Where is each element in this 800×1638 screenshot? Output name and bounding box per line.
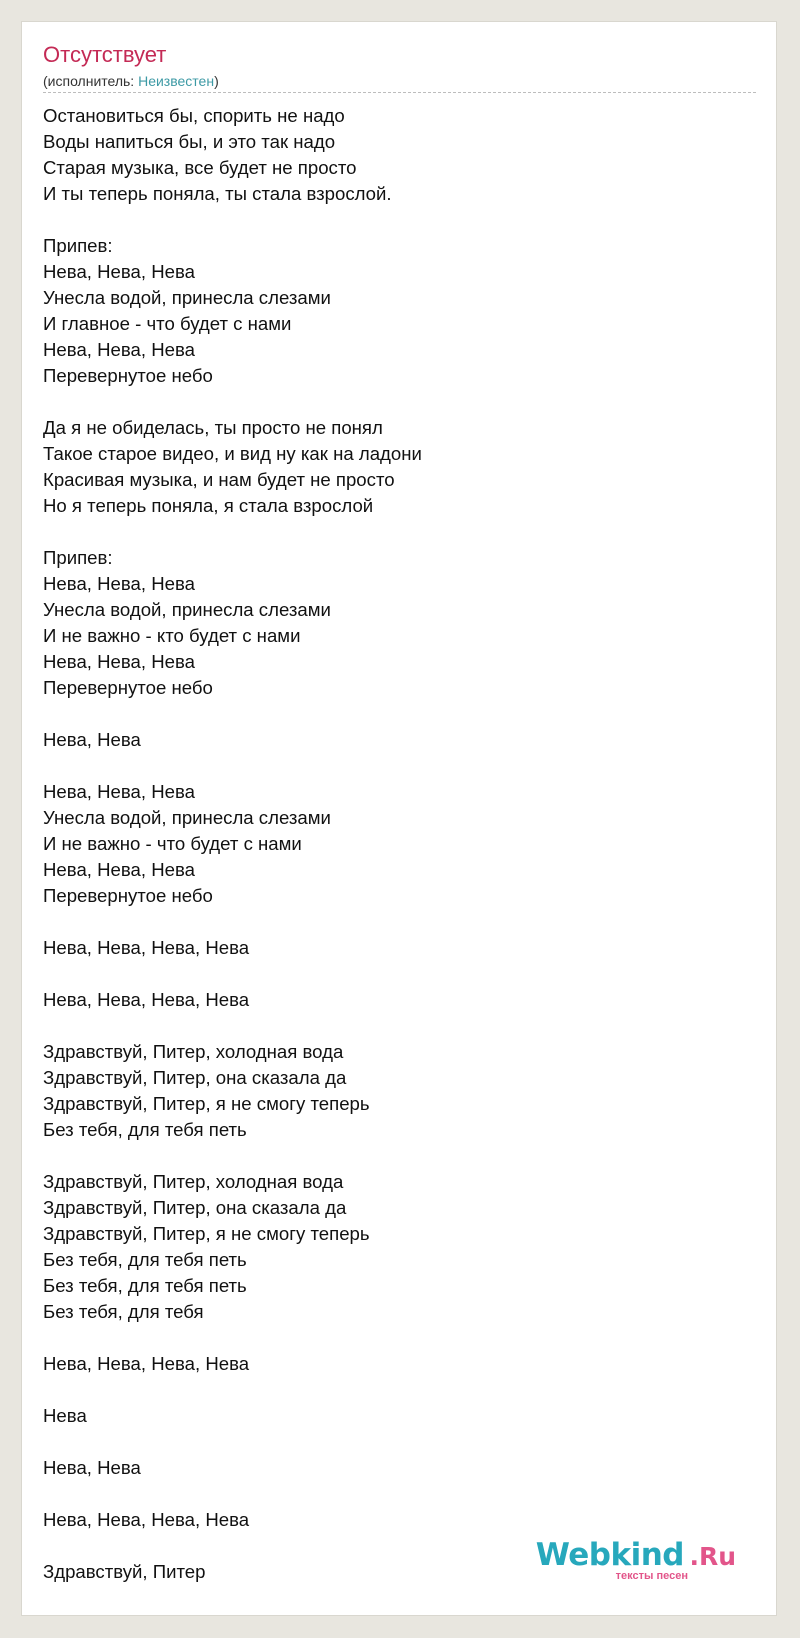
artist-link[interactable]: Неизвестен [138, 73, 215, 89]
lyric-line [43, 701, 743, 727]
lyric-line: Здравствуй, Питер, она сказала да [43, 1067, 347, 1088]
lyric-line: И не важно - кто будет с нами [43, 625, 301, 646]
song-title: Отсутствует [43, 42, 167, 67]
lyric-line: Нева, Нева, Нева, Нева [43, 1509, 250, 1530]
lyric-line: Унесла водой, принесла слезами [43, 807, 331, 828]
lyric-line: Нева, Нева, Нева [43, 859, 196, 880]
lyric-line: Здравствуй, Питер, я не смогу теперь [43, 1093, 370, 1114]
lyric-line: Но я теперь поняла, я стала взрослой [43, 495, 374, 516]
lyric-line: Унесла водой, принесла слезами [43, 599, 331, 620]
lyric-line: Припев: [43, 235, 113, 256]
lyric-line [43, 389, 743, 415]
lyric-line: Нева, Нева [43, 1457, 141, 1478]
lyric-line [43, 1377, 743, 1403]
lyric-line [43, 961, 743, 987]
title-divider [43, 92, 756, 93]
lyric-line: Такое старое видео, и вид ну как на ладони [43, 443, 422, 464]
lyric-line [43, 753, 743, 779]
lyric-line: Нева, Нева, Нева [43, 781, 196, 802]
lyric-line: И не важно - что будет с нами [43, 833, 302, 854]
lyric-line: Остановиться бы, спорить не надо [43, 105, 345, 126]
lyric-line: И главное - что будет с нами [43, 313, 292, 334]
artist-prefix: (исполнитель: [43, 73, 139, 89]
lyric-line [43, 1429, 743, 1455]
lyric-line: Нева, Нева, Нева, Нева [43, 1353, 250, 1374]
lyric-line: Без тебя, для тебя [43, 1301, 204, 1322]
lyric-line: Здравствуй, Питер, холодная вода [43, 1171, 344, 1192]
lyric-line: Воды напиться бы, и это так надо [43, 131, 336, 152]
lyric-line: Да я не обиделась, ты просто не понял [43, 417, 383, 438]
lyric-line [43, 1325, 743, 1351]
lyric-line: Здравствуй, Питер, я не смогу теперь [43, 1223, 370, 1244]
lyric-line: Нева, Нева, Нева [43, 573, 196, 594]
lyric-line: Здравствуй, Питер, она сказала да [43, 1197, 347, 1218]
site-logo[interactable] [535, 1537, 736, 1582]
lyric-line: Красивая музыка, и нам будет не просто [43, 469, 395, 490]
lyric-line: Без тебя, для тебя петь [43, 1275, 247, 1296]
logo-wordmark: Webkind [535, 1537, 684, 1573]
lyric-line: Без тебя, для тебя петь [43, 1249, 247, 1270]
lyric-line: Нева [43, 1405, 87, 1426]
lyric-line [43, 1481, 743, 1507]
lyric-line: И ты теперь поняла, ты стала взрослой. [43, 183, 392, 204]
lyric-line: Нева, Нева, Нева, Нева [43, 937, 250, 958]
lyric-line [43, 1143, 743, 1169]
lyric-line: Унесла водой, принесла слезами [43, 287, 331, 308]
lyric-line: Нева, Нева, Нева [43, 339, 196, 360]
logo-domain: .Ru [689, 1542, 736, 1571]
lyric-line: Перевернутое небо [43, 677, 213, 698]
lyric-line: Перевернутое небо [43, 885, 213, 906]
lyric-line: Припев: [43, 547, 113, 568]
lyrics-card [21, 21, 777, 1616]
lyric-line: Нева, Нева, Нева [43, 261, 196, 282]
lyric-line [43, 909, 743, 935]
lyric-line: Нева, Нева, Нева, Нева [43, 989, 250, 1010]
artist-suffix: ) [214, 73, 219, 89]
lyric-line: Без тебя, для тебя петь [43, 1119, 247, 1140]
lyric-line: Нева, Нева [43, 729, 141, 750]
lyric-line: Здравствуй, Питер, холодная вода [43, 1041, 344, 1062]
lyric-line: Здравствуй, Питер [43, 1561, 206, 1582]
lyric-line [43, 207, 743, 233]
lyrics-text [43, 103, 743, 1585]
lyric-line [43, 1013, 743, 1039]
lyric-line: Перевернутое небо [43, 365, 213, 386]
lyric-line [43, 519, 743, 545]
lyric-line: Старая музыка, все будет не просто [43, 157, 357, 178]
lyric-line: Нева, Нева, Нева [43, 651, 196, 672]
logo-tagline: тексты песен [615, 1570, 688, 1582]
artist-line [43, 72, 219, 90]
